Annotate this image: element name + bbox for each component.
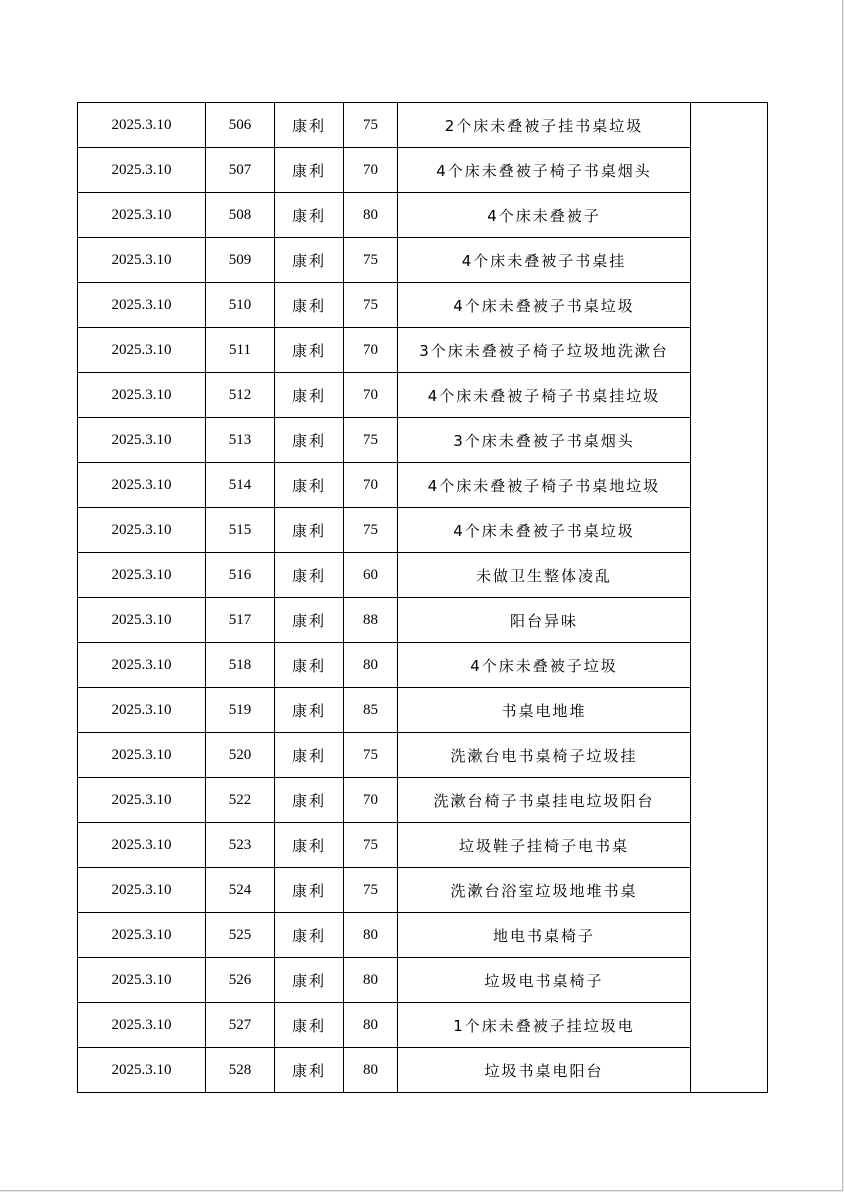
inspector-cell: 康利 [275, 733, 344, 778]
room-number-cell: 523 [206, 823, 275, 868]
inspector-cell: 康利 [275, 373, 344, 418]
date-cell: 2025.3.10 [78, 508, 206, 553]
score-cell: 75 [344, 103, 398, 148]
room-number-cell: 520 [206, 733, 275, 778]
issues-cell: 书桌电地堆 [398, 688, 691, 733]
inspector-cell: 康利 [275, 238, 344, 283]
issues-cell: 垃圾电书桌椅子 [398, 958, 691, 1003]
room-number-cell: 519 [206, 688, 275, 733]
inspector-cell: 康利 [275, 328, 344, 373]
date-cell: 2025.3.10 [78, 913, 206, 958]
inspector-cell: 康利 [275, 418, 344, 463]
room-number-cell: 514 [206, 463, 275, 508]
date-cell: 2025.3.10 [78, 328, 206, 373]
score-cell: 75 [344, 418, 398, 463]
issues-cell: 1个床未叠被子挂垃圾电 [398, 1003, 691, 1048]
score-cell: 80 [344, 643, 398, 688]
table-row [78, 463, 768, 508]
score-cell: 85 [344, 688, 398, 733]
score-cell: 80 [344, 1003, 398, 1048]
score-cell: 70 [344, 373, 398, 418]
table-row [78, 778, 768, 823]
table-row [78, 733, 768, 778]
date-cell: 2025.3.10 [78, 238, 206, 283]
table-row [78, 598, 768, 643]
date-cell: 2025.3.10 [78, 778, 206, 823]
room-number-cell: 517 [206, 598, 275, 643]
issues-cell: 洗漱台椅子书桌挂电垃圾阳台 [398, 778, 691, 823]
score-cell: 75 [344, 283, 398, 328]
table-row [78, 148, 768, 193]
inspector-cell: 康利 [275, 1003, 344, 1048]
date-cell: 2025.3.10 [78, 688, 206, 733]
table-row [78, 823, 768, 868]
inspector-cell: 康利 [275, 688, 344, 733]
score-cell: 80 [344, 1048, 398, 1093]
table-row [78, 418, 768, 463]
score-cell: 70 [344, 463, 398, 508]
date-cell: 2025.3.10 [78, 148, 206, 193]
room-number-cell: 506 [206, 103, 275, 148]
table-row [78, 868, 768, 913]
issues-cell: 地电书桌椅子 [398, 913, 691, 958]
date-cell: 2025.3.10 [78, 1003, 206, 1048]
room-number-cell: 507 [206, 148, 275, 193]
issues-cell: 垃圾鞋子挂椅子电书桌 [398, 823, 691, 868]
date-cell: 2025.3.10 [78, 418, 206, 463]
date-cell: 2025.3.10 [78, 823, 206, 868]
inspector-cell: 康利 [275, 958, 344, 1003]
score-cell: 75 [344, 868, 398, 913]
inspector-cell: 康利 [275, 778, 344, 823]
inspector-cell: 康利 [275, 283, 344, 328]
issues-cell: 洗漱台电书桌椅子垃圾挂 [398, 733, 691, 778]
date-cell: 2025.3.10 [78, 283, 206, 328]
table-row [78, 103, 768, 148]
table-row [78, 1048, 768, 1093]
room-number-cell: 511 [206, 328, 275, 373]
remarks-cell [691, 103, 768, 1093]
date-cell: 2025.3.10 [78, 373, 206, 418]
issues-cell: 4个床未叠被子椅子书桌地垃圾 [398, 463, 691, 508]
inspector-cell: 康利 [275, 148, 344, 193]
room-number-cell: 509 [206, 238, 275, 283]
score-cell: 80 [344, 913, 398, 958]
score-cell: 70 [344, 148, 398, 193]
room-number-cell: 524 [206, 868, 275, 913]
issues-cell: 洗漱台浴室垃圾地堆书桌 [398, 868, 691, 913]
issues-cell: 3个床未叠被子椅子垃圾地洗漱台 [398, 328, 691, 373]
table-row [78, 373, 768, 418]
date-cell: 2025.3.10 [78, 958, 206, 1003]
issues-cell: 2个床未叠被子挂书桌垃圾 [398, 103, 691, 148]
score-cell: 70 [344, 778, 398, 823]
inspector-cell: 康利 [275, 598, 344, 643]
issues-cell: 垃圾书桌电阳台 [398, 1048, 691, 1093]
table-row [78, 688, 768, 733]
table-row [78, 238, 768, 283]
issues-cell: 4个床未叠被子垃圾 [398, 643, 691, 688]
date-cell: 2025.3.10 [78, 598, 206, 643]
inspector-cell: 康利 [275, 913, 344, 958]
issues-cell: 4个床未叠被子书桌垃圾 [398, 508, 691, 553]
room-number-cell: 508 [206, 193, 275, 238]
issues-cell: 4个床未叠被子书桌垃圾 [398, 283, 691, 328]
score-cell: 80 [344, 958, 398, 1003]
issues-cell: 未做卫生整体凌乱 [398, 553, 691, 598]
room-number-cell: 510 [206, 283, 275, 328]
room-number-cell: 518 [206, 643, 275, 688]
date-cell: 2025.3.10 [78, 1048, 206, 1093]
date-cell: 2025.3.10 [78, 868, 206, 913]
table-row [78, 913, 768, 958]
table-row [78, 328, 768, 373]
score-cell: 75 [344, 823, 398, 868]
score-cell: 75 [344, 733, 398, 778]
room-number-cell: 525 [206, 913, 275, 958]
inspector-cell: 康利 [275, 553, 344, 598]
table-row [78, 193, 768, 238]
score-cell: 70 [344, 328, 398, 373]
date-cell: 2025.3.10 [78, 553, 206, 598]
inspector-cell: 康利 [275, 508, 344, 553]
room-number-cell: 526 [206, 958, 275, 1003]
room-number-cell: 513 [206, 418, 275, 463]
date-cell: 2025.3.10 [78, 193, 206, 238]
room-number-cell: 515 [206, 508, 275, 553]
table-row [78, 643, 768, 688]
table-row [78, 508, 768, 553]
room-number-cell: 527 [206, 1003, 275, 1048]
room-number-cell: 522 [206, 778, 275, 823]
room-number-cell: 516 [206, 553, 275, 598]
table-row [78, 958, 768, 1003]
date-cell: 2025.3.10 [78, 103, 206, 148]
issues-cell: 4个床未叠被子椅子书桌挂垃圾 [398, 373, 691, 418]
room-number-cell: 512 [206, 373, 275, 418]
inspector-cell: 康利 [275, 643, 344, 688]
room-number-cell: 528 [206, 1048, 275, 1093]
table-body [78, 103, 768, 1093]
score-cell: 88 [344, 598, 398, 643]
table-row [78, 1003, 768, 1048]
issues-cell: 4个床未叠被子 [398, 193, 691, 238]
score-cell: 75 [344, 508, 398, 553]
inspector-cell: 康利 [275, 103, 344, 148]
score-cell: 75 [344, 238, 398, 283]
inspector-cell: 康利 [275, 193, 344, 238]
score-cell: 80 [344, 193, 398, 238]
inspector-cell: 康利 [275, 463, 344, 508]
date-cell: 2025.3.10 [78, 463, 206, 508]
date-cell: 2025.3.10 [78, 733, 206, 778]
issues-cell: 4个床未叠被子椅子书桌烟头 [398, 148, 691, 193]
inspector-cell: 康利 [275, 823, 344, 868]
inspector-cell: 康利 [275, 868, 344, 913]
inspector-cell: 康利 [275, 1048, 344, 1093]
dorm-inspection-table [77, 102, 768, 1093]
issues-cell: 4个床未叠被子书桌挂 [398, 238, 691, 283]
table-row [78, 283, 768, 328]
date-cell: 2025.3.10 [78, 643, 206, 688]
score-cell: 60 [344, 553, 398, 598]
table-row [78, 553, 768, 598]
issues-cell: 阳台异味 [398, 598, 691, 643]
issues-cell: 3个床未叠被子书桌烟头 [398, 418, 691, 463]
